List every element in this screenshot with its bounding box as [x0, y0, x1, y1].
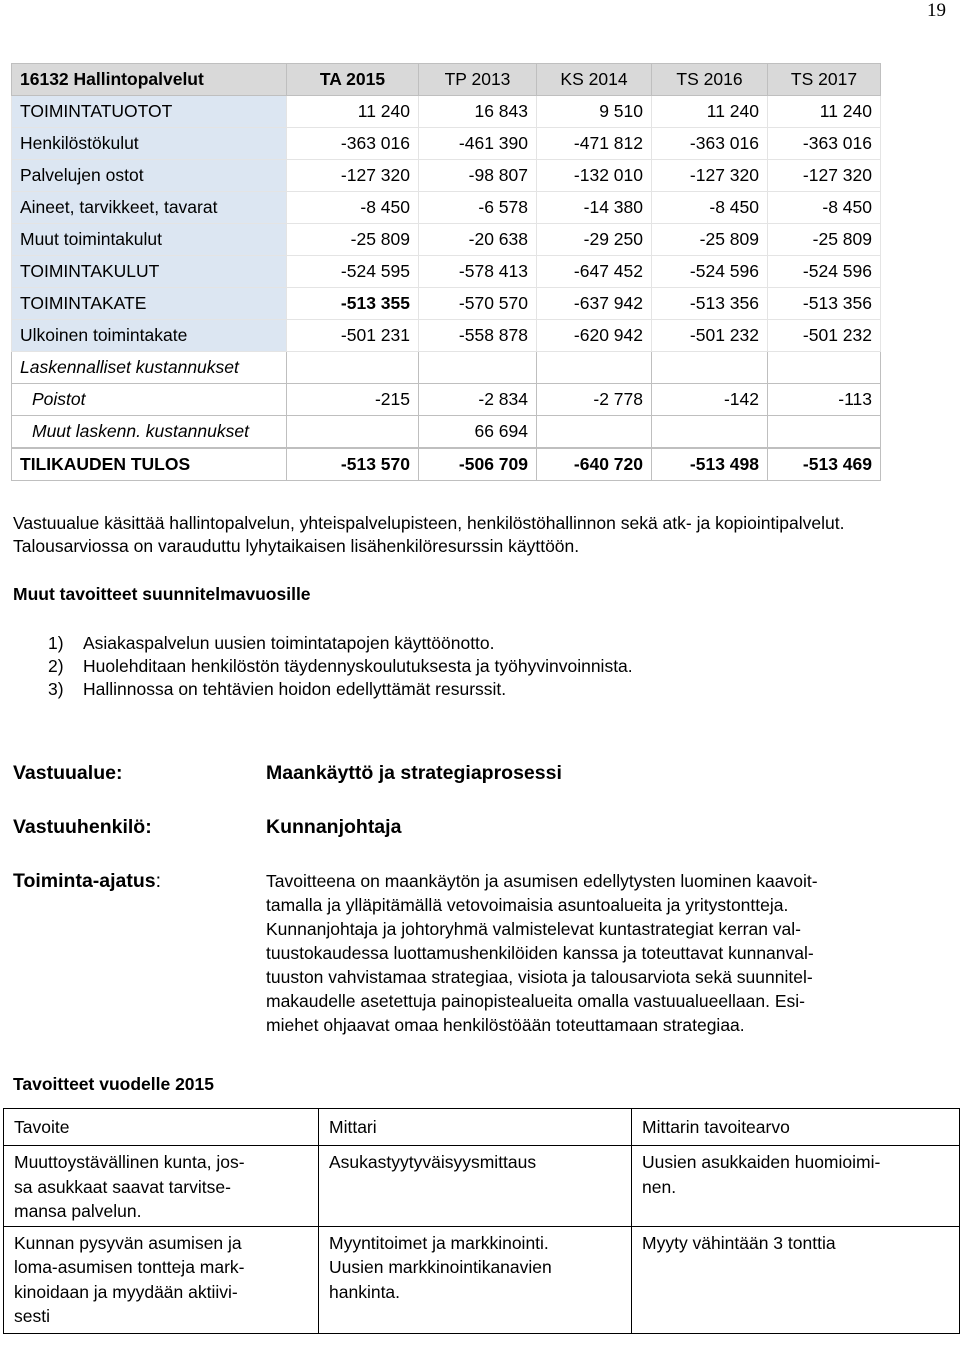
table-cell: -2 778 — [537, 384, 652, 416]
table-cell: -513 355 — [287, 288, 419, 320]
table-cell: -637 942 — [537, 288, 652, 320]
cell-line: Uusien asukkaiden huomioimi- — [642, 1152, 881, 1172]
other-goals-list — [48, 632, 633, 701]
table-row — [12, 352, 881, 384]
responsible-person-value: Kunnanjohtaja — [266, 816, 402, 838]
row-label: TOIMINTAKULUT — [12, 256, 287, 288]
table-cell: -640 720 — [537, 448, 652, 481]
table-cell: -127 320 — [768, 160, 881, 192]
row-label: TILIKAUDEN TULOS — [12, 448, 287, 481]
table-cell: -113 — [768, 384, 881, 416]
table-cell — [652, 416, 768, 449]
table-cell: -501 232 — [652, 320, 768, 352]
table-cell: -620 942 — [537, 320, 652, 352]
responsibility-area-value: Maankäyttö ja strategiaprosessi — [266, 762, 562, 784]
table-cell: -8 450 — [652, 192, 768, 224]
cell-line: Asukastyytyväisyysmittaus — [329, 1152, 537, 1172]
row-label: Aineet, tarvikkeet, tavarat — [12, 192, 287, 224]
cell-line: kinoidaan ja myydään aktiivi- — [14, 1281, 238, 1302]
table-cell: -29 250 — [537, 224, 652, 256]
table-header-row — [4, 1109, 960, 1146]
table-cell — [287, 416, 419, 449]
table-cell: -513 498 — [652, 448, 768, 481]
row-label: TOIMINTATUOTOT — [12, 96, 287, 128]
column-header: TS 2016 — [652, 64, 768, 96]
table-cell: -127 320 — [287, 160, 419, 192]
table-cell: 11 240 — [652, 96, 768, 128]
table-cell: -570 570 — [419, 288, 537, 320]
table-cell: -524 595 — [287, 256, 419, 288]
table-cell: -127 320 — [652, 160, 768, 192]
table-cell: -20 638 — [419, 224, 537, 256]
table-cell: -363 016 — [768, 128, 881, 160]
table-cell: -513 356 — [652, 288, 768, 320]
table-row — [12, 160, 881, 192]
cell-line: loma-asumisen tontteja mark- — [14, 1257, 245, 1277]
cell-line: Uusien markkinointikanavien — [329, 1257, 552, 1277]
list-item: 3) Hallinnossa on tehtävien hoidon edellyttämät resurssit. — [48, 679, 507, 699]
table-row — [12, 448, 881, 481]
responsible-person-label: Vastuuhenkilö: — [13, 816, 152, 838]
table-cell: -461 390 — [419, 128, 537, 160]
table-cell: -501 231 — [287, 320, 419, 352]
table-cell: -524 596 — [652, 256, 768, 288]
table-cell — [537, 416, 652, 449]
table-cell: -142 — [652, 384, 768, 416]
table-cell: 11 240 — [287, 96, 419, 128]
table-row — [12, 288, 881, 320]
table-cell — [652, 352, 768, 384]
table-cell — [537, 352, 652, 384]
row-label: Laskennalliset kustannukset — [12, 352, 287, 384]
table-cell: -6 578 — [419, 192, 537, 224]
table-cell: -25 809 — [287, 224, 419, 256]
table-cell: -558 878 — [419, 320, 537, 352]
column-header: TA 2015 — [287, 64, 419, 96]
table-cell: -363 016 — [287, 128, 419, 160]
table-cell — [319, 1146, 632, 1227]
table-cell: -14 380 — [537, 192, 652, 224]
table-cell — [287, 352, 419, 384]
table-cell: -513 570 — [287, 448, 419, 481]
table-cell: -25 809 — [768, 224, 881, 256]
table-row — [4, 1226, 960, 1333]
column-header: TP 2013 — [419, 64, 537, 96]
cell-line: Myyty vähintään 3 tonttia — [642, 1232, 836, 1253]
column-header: KS 2014 — [537, 64, 652, 96]
table-cell — [632, 1226, 960, 1333]
column-header: Mittarin tavoitearvo — [632, 1109, 960, 1146]
table-cell — [768, 352, 881, 384]
table-cell — [632, 1146, 960, 1227]
mission-text: Tavoitteena on maankäytön ja asumisen edellytysten luominen kaavoit- tamalla ja ylläpitämällä vetovoimaisia asuntoalueita ja yritystontteja. Kunnanjohtaja ja johtoryhmä valmistelevat kuntastrategiat kerran val- tuustokaudessa luottamushenkilöiden kanssa ja toteuttavat kunnanval- tuuston vahvistamaa strategiaa, visiota ja talousarviota sekä suunnitel- makaudelle asetettuja painopistealueita omalla vastuualueellaan. Esi- miehet ohjaavat omaa henkilöstöään toteuttamaan strategiaa. — [266, 871, 818, 1035]
table-title: 16132 Hallintopalvelut — [12, 64, 287, 96]
table-cell: 66 694 — [419, 416, 537, 449]
table-cell: 9 510 — [537, 96, 652, 128]
table-cell: 16 843 — [419, 96, 537, 128]
column-header: Tavoite — [4, 1109, 319, 1146]
row-label: TOIMINTAKATE — [12, 288, 287, 320]
list-item: 1) Asiakaspalvelun uusien toimintatapojen käyttöönotto. — [48, 633, 495, 653]
table-row — [4, 1146, 960, 1227]
responsibility-area-label: Vastuualue: — [13, 762, 123, 784]
row-label: Muut laskenn. kustannukset — [12, 416, 287, 449]
table-cell: -8 450 — [768, 192, 881, 224]
table-row — [12, 384, 881, 416]
list-item: 2) Huolehditaan henkilöstön täydennyskoulutuksesta ja työhyvinvoinnista. — [48, 656, 633, 676]
cell-line: Muuttoystävällinen kunta, jos- — [14, 1152, 245, 1172]
table-cell — [768, 416, 881, 449]
table-cell: -578 413 — [419, 256, 537, 288]
row-label: Palvelujen ostot — [12, 160, 287, 192]
table-row — [12, 192, 881, 224]
table-row — [12, 128, 881, 160]
table-header-row — [12, 64, 881, 96]
cell-line: Myyntitoimet ja markkinointi. — [329, 1232, 549, 1253]
table-cell: -513 356 — [768, 288, 881, 320]
table-cell: -98 807 — [419, 160, 537, 192]
table-cell: -471 812 — [537, 128, 652, 160]
table-cell: -647 452 — [537, 256, 652, 288]
table-cell: -215 — [287, 384, 419, 416]
area-description: Vastuualue käsittää hallintopalvelun, yhteispalvelupisteen, henkilöstöhallinnon sekä atk- ja kopiointipalvelut. Talousarviossa on varauduttu lyhytaikaisen lisähenkilöresurssin käyttöön. — [13, 513, 845, 556]
other-goals-heading: Muut tavoitteet suunnitelmavuosille — [13, 584, 311, 604]
targets-table — [3, 1108, 960, 1334]
cell-line: Kunnan pysyvän asumisen ja — [14, 1232, 242, 1253]
table-row — [12, 224, 881, 256]
table-cell — [4, 1226, 319, 1333]
column-header: Mittari — [319, 1109, 632, 1146]
table-cell: -363 016 — [652, 128, 768, 160]
cell-line: sesti — [14, 1306, 50, 1326]
table-cell — [419, 352, 537, 384]
row-label: Ulkoinen toimintakate — [12, 320, 287, 352]
table-cell: -513 469 — [768, 448, 881, 481]
table-cell: 11 240 — [768, 96, 881, 128]
cell-line: mansa palvelun. — [14, 1201, 142, 1221]
row-label: Muut toimintakulut — [12, 224, 287, 256]
targets-heading: Tavoitteet vuodelle 2015 — [13, 1074, 215, 1094]
table-cell: -8 450 — [287, 192, 419, 224]
table-row — [12, 256, 881, 288]
table-cell: -25 809 — [652, 224, 768, 256]
column-header: TS 2017 — [768, 64, 881, 96]
table-cell: -132 010 — [537, 160, 652, 192]
table-cell: -524 596 — [768, 256, 881, 288]
table-cell: -501 232 — [768, 320, 881, 352]
table-row — [12, 96, 881, 128]
table-row — [12, 320, 881, 352]
page-number: 19 — [927, 0, 946, 21]
table-cell — [319, 1226, 632, 1333]
cell-line: hankinta. — [329, 1281, 401, 1302]
table-cell: -2 834 — [419, 384, 537, 416]
mission-label: Toiminta-ajatus: — [13, 870, 162, 892]
table-cell: -506 709 — [419, 448, 537, 481]
cell-line: sa asukkaat saavat tarvitse- — [14, 1176, 231, 1197]
table-row — [12, 416, 881, 449]
row-label: Poistot — [12, 384, 287, 416]
table-cell — [4, 1146, 319, 1227]
cell-line: nen. — [642, 1176, 677, 1197]
row-label: Henkilöstökulut — [12, 128, 287, 160]
budget-table — [11, 63, 881, 481]
